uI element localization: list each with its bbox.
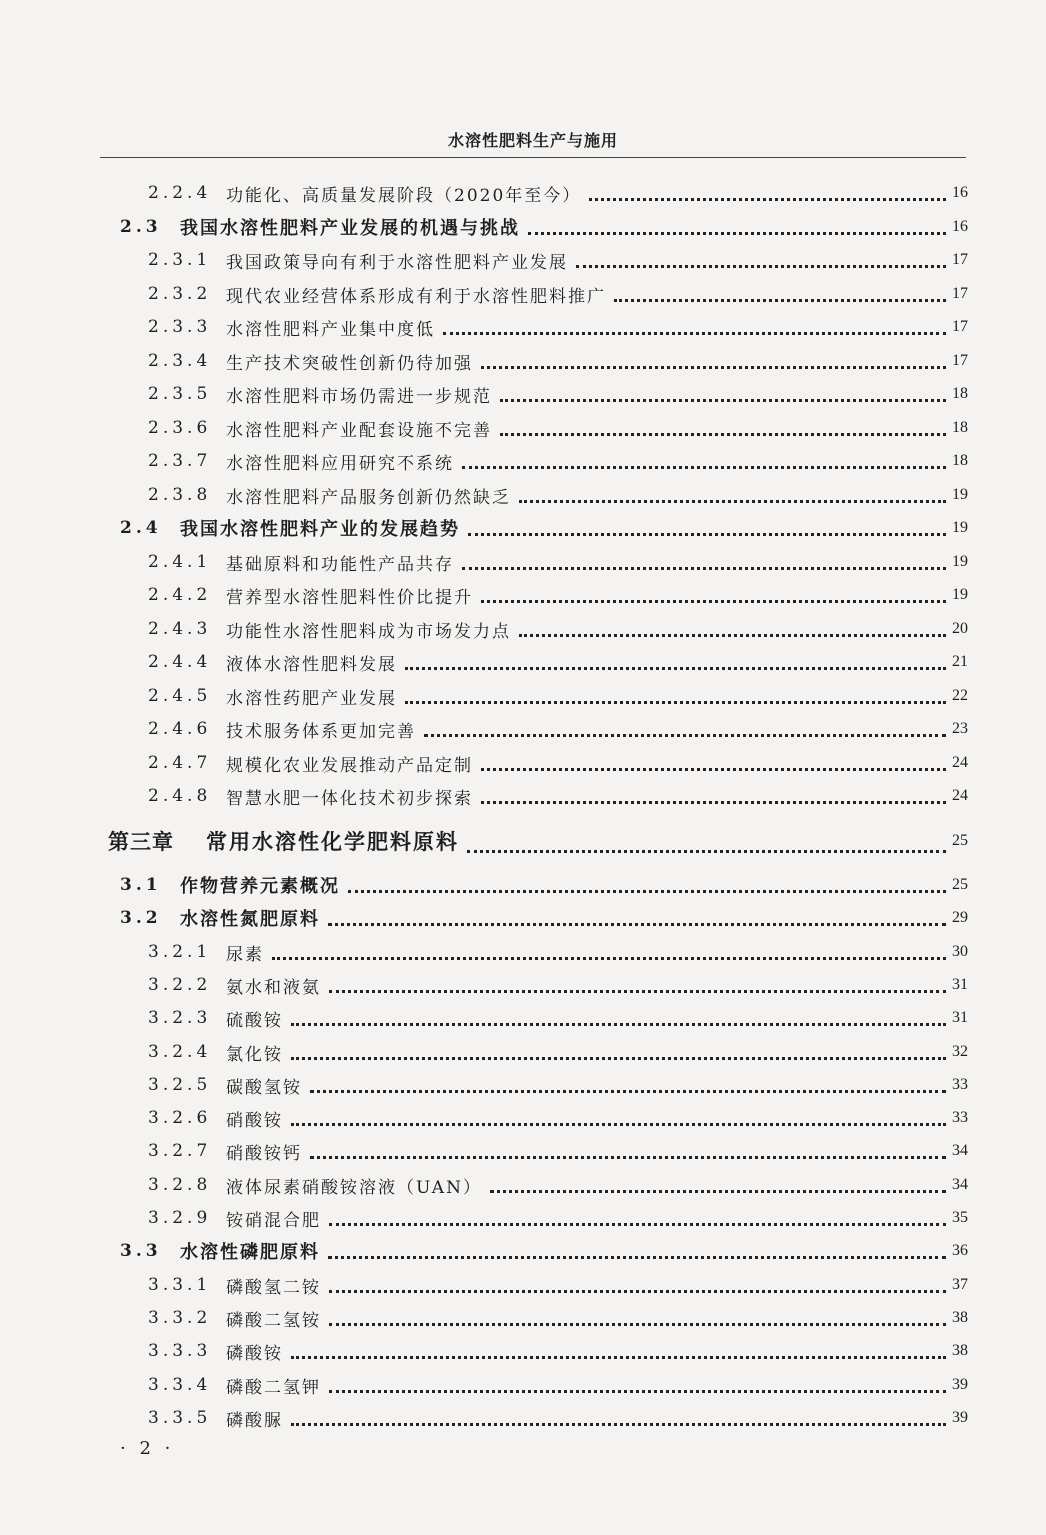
toc-entry-number: 2.4.6 bbox=[148, 719, 212, 739]
dot-leader bbox=[328, 919, 946, 926]
toc-entry-title: 作物营养元素概况 bbox=[180, 876, 340, 897]
toc-entry-page: 25 bbox=[952, 876, 968, 893]
header-rule bbox=[100, 157, 966, 158]
toc-entry-page: 19 bbox=[952, 519, 968, 536]
toc-entry bbox=[0, 1005, 1046, 1031]
dot-leader bbox=[462, 462, 946, 469]
toc-entry-number: 2.3 bbox=[120, 217, 162, 237]
dot-leader bbox=[405, 697, 946, 704]
dot-leader bbox=[614, 295, 946, 302]
toc-entry bbox=[0, 214, 1046, 240]
toc-entry bbox=[0, 1338, 1046, 1364]
toc-entry-number: 2.4.1 bbox=[148, 552, 212, 572]
toc-entry-title: 水溶性磷肥原料 bbox=[180, 1242, 320, 1263]
toc-entry-title: 磷酸二氢铵 bbox=[226, 1310, 321, 1331]
toc-entry-number: 3.2.4 bbox=[148, 1042, 212, 1062]
toc-entry-page: 24 bbox=[952, 754, 968, 771]
page-number: · 2 · bbox=[120, 1438, 175, 1459]
dot-leader bbox=[462, 563, 946, 570]
toc-entry bbox=[0, 1138, 1046, 1164]
toc-entry bbox=[0, 281, 1046, 307]
dot-leader bbox=[481, 797, 946, 804]
toc-entry bbox=[0, 1405, 1046, 1431]
toc-entry bbox=[0, 1105, 1046, 1131]
toc-entry-number: 2.3.6 bbox=[148, 418, 212, 438]
toc-entry bbox=[0, 716, 1046, 742]
toc-entry-number: 3.2.9 bbox=[148, 1208, 212, 1228]
dot-leader bbox=[310, 1086, 946, 1093]
toc-entry-title: 液体尿素硝酸铵溶液（UAN） bbox=[226, 1177, 482, 1198]
toc-entry-title: 我国水溶性肥料产业发展的机遇与挑战 bbox=[180, 218, 520, 239]
toc-entry-page: 16 bbox=[952, 218, 968, 235]
dot-leader bbox=[500, 395, 946, 402]
toc-entry-number: 3.2.3 bbox=[148, 1008, 212, 1028]
toc-entry-title: 水溶性药肥产业发展 bbox=[226, 688, 397, 709]
toc-entry-number: 2.4.7 bbox=[148, 753, 212, 773]
toc-entry bbox=[0, 1072, 1046, 1098]
toc-entry-title: 水溶性肥料应用研究不系统 bbox=[226, 453, 454, 474]
toc-entry bbox=[0, 582, 1046, 608]
toc-entry-title: 现代农业经营体系形成有利于水溶性肥料推广 bbox=[226, 286, 606, 307]
toc-entry-title: 智慧水肥一体化技术初步探索 bbox=[226, 788, 473, 809]
toc-entry-page: 29 bbox=[952, 909, 968, 926]
dot-leader bbox=[405, 663, 946, 670]
dot-leader bbox=[481, 362, 946, 369]
toc-entry-number: 3.2 bbox=[120, 908, 162, 928]
toc-entry-number: 2.3.7 bbox=[148, 451, 212, 471]
toc-entry-page: 22 bbox=[952, 687, 968, 704]
dot-leader bbox=[589, 194, 946, 201]
dot-leader bbox=[291, 1053, 946, 1060]
toc-entry-page: 37 bbox=[952, 1276, 968, 1293]
dot-leader bbox=[310, 1152, 946, 1159]
dot-leader bbox=[468, 529, 946, 536]
running-header: 水溶性肥料生产与施用 bbox=[447, 131, 618, 150]
toc-entry-page: 30 bbox=[952, 943, 968, 960]
toc-entry bbox=[0, 515, 1046, 541]
toc-entry-title: 我国政策导向有利于水溶性肥料产业发展 bbox=[226, 252, 568, 273]
toc-entry-page: 21 bbox=[952, 653, 968, 670]
toc-entry-page: 32 bbox=[952, 1043, 968, 1060]
toc-entry bbox=[0, 750, 1046, 776]
toc-entry bbox=[0, 1205, 1046, 1231]
dot-leader bbox=[291, 1419, 946, 1426]
toc-entry-number: 3.2.6 bbox=[148, 1108, 212, 1128]
dot-leader bbox=[467, 846, 946, 853]
toc-entry-number: 3.2.1 bbox=[148, 942, 212, 962]
toc-entry-page: 39 bbox=[952, 1376, 968, 1393]
toc-entry-page: 34 bbox=[952, 1142, 968, 1159]
toc-entry-page: 24 bbox=[952, 787, 968, 804]
toc-entry-page: 34 bbox=[952, 1176, 968, 1193]
dot-leader bbox=[490, 1186, 946, 1193]
dot-leader bbox=[443, 328, 946, 335]
dot-leader bbox=[329, 986, 946, 993]
toc-entry bbox=[0, 1238, 1046, 1264]
dot-leader bbox=[481, 764, 946, 771]
toc-entry bbox=[0, 783, 1046, 809]
toc-entry-page: 17 bbox=[952, 352, 968, 369]
toc-entry-page: 38 bbox=[952, 1342, 968, 1359]
toc-entry-number: 2.2.4 bbox=[148, 183, 212, 203]
toc-entry-title: 基础原料和功能性产品共存 bbox=[226, 554, 454, 575]
toc-entry-number: 3.2.8 bbox=[148, 1175, 212, 1195]
toc-entry-page: 35 bbox=[952, 1209, 968, 1226]
toc-entry-title: 我国水溶性肥料产业的发展趋势 bbox=[180, 519, 460, 540]
toc-entry bbox=[0, 1172, 1046, 1198]
toc-entry-number: 3.3.5 bbox=[148, 1408, 212, 1428]
toc-entry bbox=[0, 649, 1046, 675]
toc-entry-page: 16 bbox=[952, 184, 968, 201]
toc-entry bbox=[0, 905, 1046, 931]
toc-entry-number: 2.3.1 bbox=[148, 250, 212, 270]
toc-entry bbox=[0, 381, 1046, 407]
toc-entry-page: 19 bbox=[952, 553, 968, 570]
toc-entry-page: 18 bbox=[952, 385, 968, 402]
dot-leader bbox=[500, 429, 946, 436]
toc-entry bbox=[0, 348, 1046, 374]
toc-entry-page: 38 bbox=[952, 1309, 968, 1326]
toc-entry bbox=[0, 1039, 1046, 1065]
toc-entry-title: 水溶性肥料产业配套设施不完善 bbox=[226, 420, 492, 441]
toc-entry-number: 2.4.8 bbox=[148, 786, 212, 806]
toc-entry-title: 技术服务体系更加完善 bbox=[226, 721, 416, 742]
toc-entry-title: 水溶性肥料市场仍需进一步规范 bbox=[226, 386, 492, 407]
toc-entry-number: 2.4.2 bbox=[148, 585, 212, 605]
toc-entry-title: 磷酸脲 bbox=[226, 1410, 283, 1431]
toc-entry-title: 水溶性氮肥原料 bbox=[180, 909, 320, 930]
toc-entry bbox=[0, 616, 1046, 642]
toc-entry-page: 33 bbox=[952, 1109, 968, 1126]
toc-entry bbox=[0, 180, 1046, 206]
toc-entry-title: 液体水溶性肥料发展 bbox=[226, 654, 397, 675]
toc-entry-number: 3.2.5 bbox=[148, 1075, 212, 1095]
toc-entry-number: 3.3.1 bbox=[148, 1275, 212, 1295]
toc-entry-page: 18 bbox=[952, 419, 968, 436]
toc-entry bbox=[0, 872, 1046, 898]
toc-entry-number: 3.3.2 bbox=[148, 1308, 212, 1328]
toc-entry-page: 25 bbox=[952, 832, 968, 849]
dot-leader bbox=[348, 886, 946, 893]
toc-entry-number: 2.3.2 bbox=[148, 284, 212, 304]
toc-entry-page: 31 bbox=[952, 976, 968, 993]
toc-entry-number: 2.4.5 bbox=[148, 686, 212, 706]
toc-entry bbox=[0, 314, 1046, 340]
toc-entry-number: 2.3.3 bbox=[148, 317, 212, 337]
dot-leader bbox=[291, 1019, 946, 1026]
toc-entry-title: 硫酸铵 bbox=[226, 1010, 283, 1031]
dot-leader bbox=[291, 1352, 946, 1359]
toc-entry-title: 水溶性肥料产业集中度低 bbox=[226, 319, 435, 340]
toc-entry-number: 3.3.4 bbox=[148, 1375, 212, 1395]
toc-entry-page: 39 bbox=[952, 1409, 968, 1426]
toc-entry-page: 18 bbox=[952, 452, 968, 469]
toc-entry-page: 19 bbox=[952, 586, 968, 603]
toc-entry-title: 磷酸铵 bbox=[226, 1343, 283, 1364]
toc-entry-number: 2.3.5 bbox=[148, 384, 212, 404]
toc-entry bbox=[0, 683, 1046, 709]
toc-entry-page: 23 bbox=[952, 720, 968, 737]
toc-entry-number: 3.1 bbox=[120, 875, 162, 895]
toc-entry-number: 2.3.8 bbox=[148, 485, 212, 505]
toc-entry-number: 3.3 bbox=[120, 1241, 162, 1261]
toc-entry-title: 水溶性肥料产品服务创新仍然缺乏 bbox=[226, 487, 511, 508]
dot-leader bbox=[329, 1286, 946, 1293]
toc-entry-title: 氨水和液氨 bbox=[226, 977, 321, 998]
dot-leader bbox=[576, 261, 946, 268]
dot-leader bbox=[328, 1252, 946, 1259]
toc-entry bbox=[0, 247, 1046, 273]
toc-entry-title: 生产技术突破性创新仍待加强 bbox=[226, 353, 473, 374]
toc-entry-page: 31 bbox=[952, 1009, 968, 1026]
toc-entry-number: 第三章 bbox=[108, 829, 174, 854]
dot-leader bbox=[272, 953, 946, 960]
toc-entry bbox=[0, 482, 1046, 508]
toc-entry-title: 氯化铵 bbox=[226, 1044, 283, 1065]
toc-entry-number: 2.4.4 bbox=[148, 652, 212, 672]
dot-leader bbox=[329, 1319, 946, 1326]
toc-entry-page: 36 bbox=[952, 1242, 968, 1259]
toc-entry-title: 铵硝混合肥 bbox=[226, 1210, 321, 1231]
dot-leader bbox=[528, 228, 946, 235]
dot-leader bbox=[519, 496, 946, 503]
toc-entry-number: 3.2.2 bbox=[148, 975, 212, 995]
toc-entry-title: 碳酸氢铵 bbox=[226, 1077, 302, 1098]
toc-entry-title: 功能性水溶性肥料成为市场发力点 bbox=[226, 621, 511, 642]
toc-entry-title: 硝酸铵 bbox=[226, 1110, 283, 1131]
toc-entry-number: 3.2.7 bbox=[148, 1141, 212, 1161]
toc-entry-page: 17 bbox=[952, 285, 968, 302]
chapter-heading bbox=[0, 828, 1046, 854]
toc-entry-number: 3.3.3 bbox=[148, 1341, 212, 1361]
toc-entry bbox=[0, 972, 1046, 998]
dot-leader bbox=[519, 630, 946, 637]
toc-entry-page: 19 bbox=[952, 486, 968, 503]
toc-entry-page: 17 bbox=[952, 251, 968, 268]
toc-entry bbox=[0, 1372, 1046, 1398]
toc-entry bbox=[0, 1305, 1046, 1331]
toc-entry bbox=[0, 448, 1046, 474]
dot-leader bbox=[329, 1219, 946, 1226]
toc-entry-number: 2.4 bbox=[120, 518, 162, 538]
toc-entry-page: 33 bbox=[952, 1076, 968, 1093]
dot-leader bbox=[424, 730, 946, 737]
toc-entry-number: 2.4.3 bbox=[148, 619, 212, 639]
toc-entry-page: 17 bbox=[952, 318, 968, 335]
dot-leader bbox=[481, 596, 946, 603]
toc-entry-title: 常用水溶性化学肥料原料 bbox=[206, 829, 459, 854]
toc-entry bbox=[0, 1272, 1046, 1298]
toc-entry-title: 营养型水溶性肥料性价比提升 bbox=[226, 587, 473, 608]
toc-entry-title: 磷酸氢二铵 bbox=[226, 1277, 321, 1298]
toc-entry bbox=[0, 415, 1046, 441]
toc-entry-title: 功能化、高质量发展阶段（2020年至今） bbox=[226, 185, 582, 206]
toc-entry bbox=[0, 549, 1046, 575]
toc-entry bbox=[0, 939, 1046, 965]
toc-entry-title: 尿素 bbox=[226, 944, 264, 965]
toc-entry-title: 磷酸二氢钾 bbox=[226, 1377, 321, 1398]
dot-leader bbox=[329, 1386, 946, 1393]
toc-entry-page: 20 bbox=[952, 620, 968, 637]
toc-entry-title: 硝酸铵钙 bbox=[226, 1143, 302, 1164]
toc-entry-number: 2.3.4 bbox=[148, 351, 212, 371]
toc-entry-title: 规模化农业发展推动产品定制 bbox=[226, 755, 473, 776]
dot-leader bbox=[291, 1119, 946, 1126]
